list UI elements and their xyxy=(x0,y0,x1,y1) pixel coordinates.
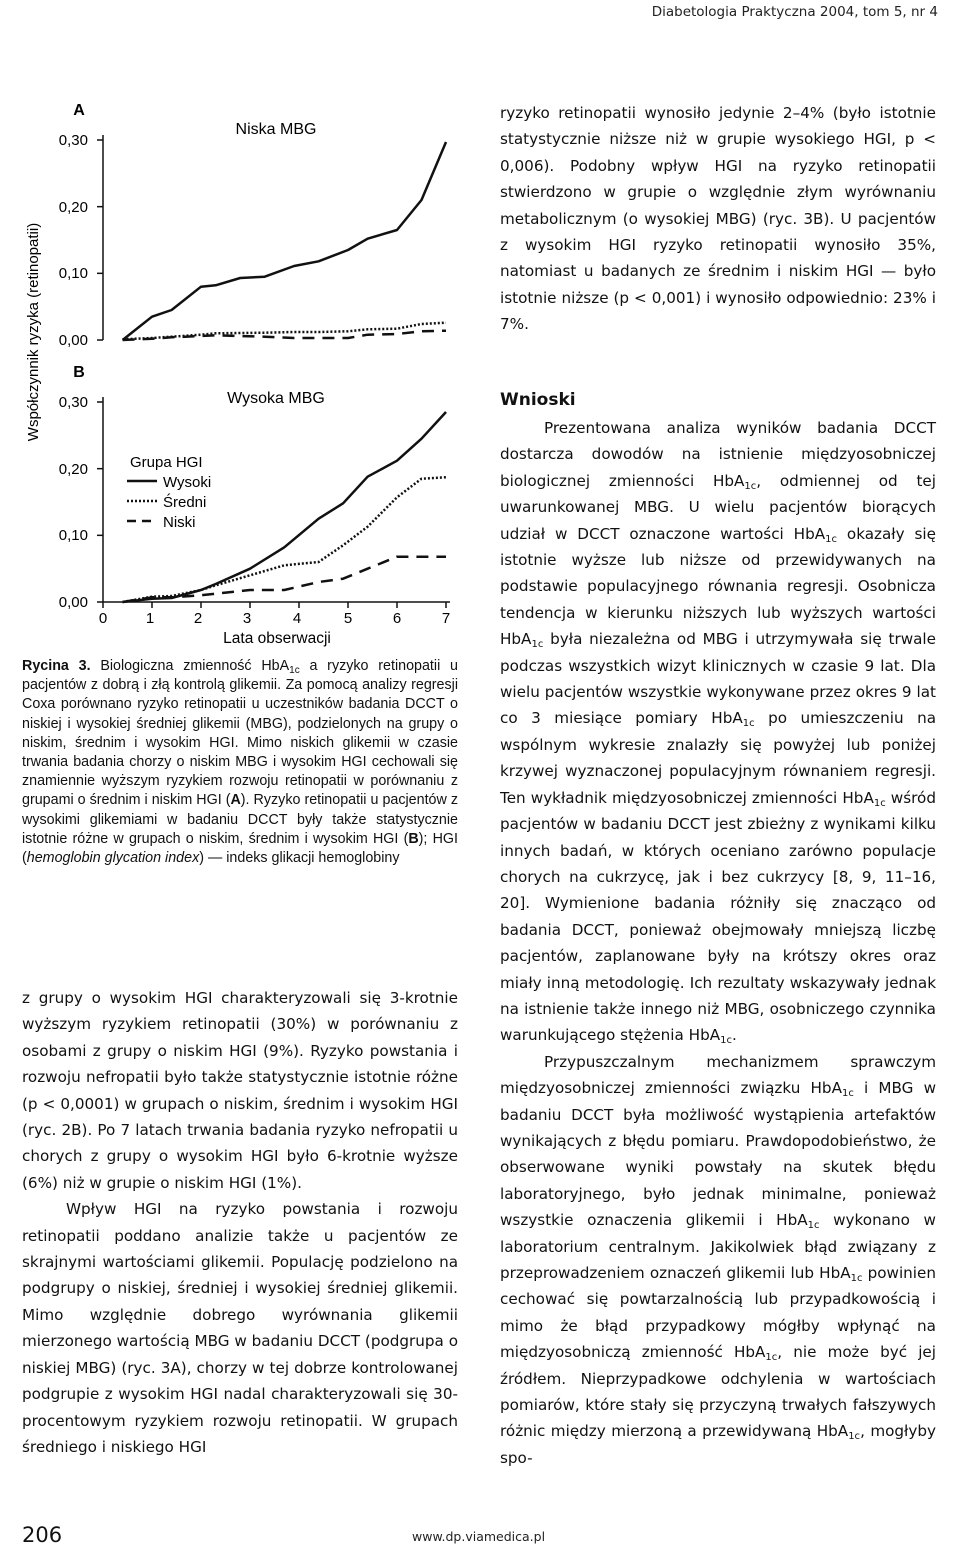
panel-b-title: Wysoka MBG xyxy=(227,390,325,407)
subscript: 1c xyxy=(825,533,837,545)
figure-3 xyxy=(0,95,470,655)
legend-entry-niski: Niski xyxy=(163,514,196,531)
paragraph: Wpływ HGI na ryzyko powstania i rozwoju retinopatii poddano analizie także u pacjentów ze skrajnymi wartościami glikemii. Populację podzielono na podgrupy o niskiej, średniej i wysokiej średniej glikemii. Mimo względnie dobrego wyrównania glikemii mierzonego wartością MBG w badaniu DCCT (podgrupa o niskiej MBG) (ryc. 3A), chorzy w tej dobrze kontrolowanej podgrupie z wysokim HGI nadal charakteryzowali się 30-procentowym ryzykiem rozwoju retinopatii. W grupach średniego i niskiego HGI xyxy=(22,1200,458,1456)
x-tick: 2 xyxy=(193,610,203,627)
legend-title: Grupa HGI xyxy=(130,454,203,471)
panel-a-ytick: 0,00 xyxy=(58,332,88,349)
footer-url: www.dp.viamedica.pl xyxy=(412,1529,546,1544)
subscript: 1c xyxy=(765,1352,778,1364)
panel-b-ytick: 0,00 xyxy=(58,594,88,611)
panel-a-label: A xyxy=(73,102,85,119)
x-tick: 7 xyxy=(441,610,451,627)
running-head: Diabetologia Praktyczna 2004, tom 5, nr 4 xyxy=(651,4,938,20)
caption-body: ) — indeks glikacji hemoglobiny xyxy=(199,850,400,867)
subscript: 1c xyxy=(873,797,886,809)
x-tick: 6 xyxy=(392,610,402,627)
legend-entry-wysoki: Wysoki xyxy=(163,474,212,491)
x-tick: 5 xyxy=(343,610,353,627)
subscript: 1c xyxy=(848,1431,861,1443)
text-run: wykonano w laboratorium centralnym. Jakikolwiek błąd związany z przeprowadzeniem oznaczeń glikemii lub HbA xyxy=(500,1211,936,1282)
x-tick: 3 xyxy=(242,610,252,627)
text-run: , mogłyby spo- xyxy=(500,1422,936,1467)
caption-sub: 1c xyxy=(289,665,300,676)
caption-title-text: Biologiczna zmienność HbA xyxy=(100,658,290,674)
y-axis-label: Współczynnik ryzyka (retinopatii) xyxy=(25,222,42,442)
legend-entry-sredni: Średni xyxy=(163,494,207,511)
caption-body: ); HGI ( xyxy=(22,830,459,867)
subscript: 1c xyxy=(531,639,544,651)
panel-a-ytick: 0,20 xyxy=(58,199,88,216)
text-run: i MBG w badaniu DCCT była możliwość wystąpienia artefaktów wynikających z błędu pomiaru. Prawdopodobieństwo, że obserwowane wyniki powstały na skutek błędu laboratoryjnego, było jednak minimalne, ponieważ wszystkie oznaczenia glikemii i HbA xyxy=(500,1079,936,1230)
text-run: po umieszczeniu na wspólnym wykresie znalazły się powyżej lub poniżej krzywej wyznaczonej populacyjnym równaniem regresji. Ten wykładnik międzyosobniczej zmienności HbA xyxy=(500,709,937,807)
figure-caption xyxy=(22,657,458,868)
text-run: , nie może być jej źródłem. Nieprzypadkowe odchylenia w wartościach pomiarów, które stały się przyczyną trwałych fałszywych różnic między mierzoną a przewidywaną HbA xyxy=(500,1343,936,1441)
caption-italic: hemoglobin glycation index xyxy=(26,850,200,867)
caption-label: Rycina 3. xyxy=(22,658,91,674)
panel-b-ytick: 0,30 xyxy=(58,394,88,411)
paragraph xyxy=(500,1049,936,1472)
subscript: 1c xyxy=(720,1035,732,1047)
panel-b-ytick: 0,20 xyxy=(58,461,88,478)
text-run: . xyxy=(732,1026,737,1045)
text-run: , odmiennej od tej uwarunkowanej MBG. U wielu pacjentów biorących udział w DCCT oznaczone wartości HbA xyxy=(500,471,936,543)
right-column-text xyxy=(500,387,936,1471)
left-column-text xyxy=(22,985,458,1460)
x-tick: 0 xyxy=(98,610,108,627)
caption-ref-b: B xyxy=(408,830,419,847)
text-run: była niezależna od MBG i utrzymywała się trwale podczas wszystkich wizyt klinicznych w czasie 9 lat. Dla wielu pacjentów wszystkie wykonywane przez okres 9 lat co 3 miesiące pomiary HbA xyxy=(500,630,936,728)
subscript: 1c xyxy=(850,1273,863,1284)
paragraph xyxy=(500,415,936,1049)
paragraph: ryzyko retinopatii wynosiło jedynie 2–4% (było istotnie statystycznie niższe niż w grupie wysokiego HGI, p < 0,006). Podobny wpływ HGI na ryzyko retinopatii stwierdzono w grupie o względnie złym wyrównaniu metabolicznym (o wysokiej MBG) (ryc. 3B). U pacjentów z wysokim HGI ryzyko retinopatii wynosiło 35%, natomiast u badanych ze średnim i niskim HGI — było istotnie niższe (p < 0,001) i wynosiło odpowiednio: 23% i 7%. xyxy=(500,104,936,334)
panel-b-label: B xyxy=(73,364,85,381)
page-number: 206 xyxy=(22,1523,63,1547)
caption-title-rest: a ryzyko retinopatii u pacjentów z dobrą i złą kontrolą glikemii. xyxy=(22,658,458,694)
subscript: 1c xyxy=(744,480,757,492)
caption-body: ). Ryzyko retinopatii u pacjentów z wysokimi glikemiami w badaniu DCCT były także statystycznie istotnie różne w grupach o niskim, średnim i wysokim HGI ( xyxy=(22,792,458,847)
text-run: Przypuszczalnym mechanizmem sprawczym międzyosobniczej zmienności związku HbA xyxy=(500,1052,936,1098)
subscript: 1c xyxy=(807,1220,820,1232)
text-run: powinien cechować się powtarzalnością lub przypadkowością i mimo że błąd przypadkowy mógłby wpłynąć na międzyosobniczą zmienność HbA xyxy=(500,1264,936,1362)
section-heading: Wnioski xyxy=(500,390,576,410)
panel-b-ytick: 0,10 xyxy=(58,527,88,544)
text-run: wśród pacjentów w badaniu DCCT jest zbieżny z wynikami kilku innych badań, w których oceniano zarówno populacje chorych na cukrzycę, jak i bez cukrzycy [8, 9, 11–16, 20]. Wymienione badania różniły się znacząco od badania DCCT, ponieważ obejmowały mniejszą liczbę pacjentów, zaplanowane były na krótszy okres oraz miały inną metodologię. Ich rezultaty wskazywały jednak na istnienie także innego niż MBG, osobniczego czynnika warunkującego stężenia HbA xyxy=(500,788,936,1045)
caption-ref-a: A xyxy=(230,792,241,809)
subscript: 1c xyxy=(841,1088,854,1100)
text-run: okazały się istotnie wyższe lub niższe od przewidywanych na podstawie populacyjnego równania regresji. Osobnicza tendencja w kierunku niższych lub wyższych wartości HbA xyxy=(500,524,936,649)
right-column-intro xyxy=(500,100,936,338)
panel-a-ytick: 0,30 xyxy=(58,132,88,149)
subscript: 1c xyxy=(742,718,755,730)
paragraph: z grupy o wysokim HGI charakteryzowali się 3-krotnie wyższym ryzykiem retinopatii (30%) w porównaniu z osobami z grupy o niskim HGI (9%). Ryzyko powstania i rozwoju nefropatii było także statystycznie istotnie różne (p < 0,0001) w grupach o niskim, średnim i wysokim HGI (ryc. 2B). Po 7 latach trwania badania ryzyko nefropatii u chorych z grupy o wysokim HGI było 6-krotnie wyższe (6%) niż w grupie o niskim HGI (1%). xyxy=(22,989,458,1192)
x-tick: 1 xyxy=(145,610,155,627)
x-tick: 4 xyxy=(292,610,302,627)
caption-body: Za pomocą analizy regresji Coxa porównano ryzyko retinopatii u uczestników badania DCCT o niskiej i wysokiej średniej glikemii (MBG), podzielonych na grupy o niskim, średnim i wysokim HGI. Mimo niskich glikemii w czasie trwania badania chorzy o niskim MBG i wysokim HGI cechowali się znamiennie wyższym ryzykiem rozwoju retinopatii w porównaniu z grupami o średnim i niskim HGI ( xyxy=(22,677,458,809)
x-axis-label: Lata obserwacji xyxy=(223,630,331,647)
panel-a-ytick: 0,10 xyxy=(58,265,88,282)
text-run: Prezentowana analiza wyników badania DCCT dostarcza dowodów na istnienie międzyosobniczej biologicznej zmienności HbA xyxy=(500,419,936,490)
risk-chart xyxy=(0,95,470,655)
panel-a-title: Niska MBG xyxy=(235,121,317,138)
series-line-solid-panel-a xyxy=(123,142,446,340)
